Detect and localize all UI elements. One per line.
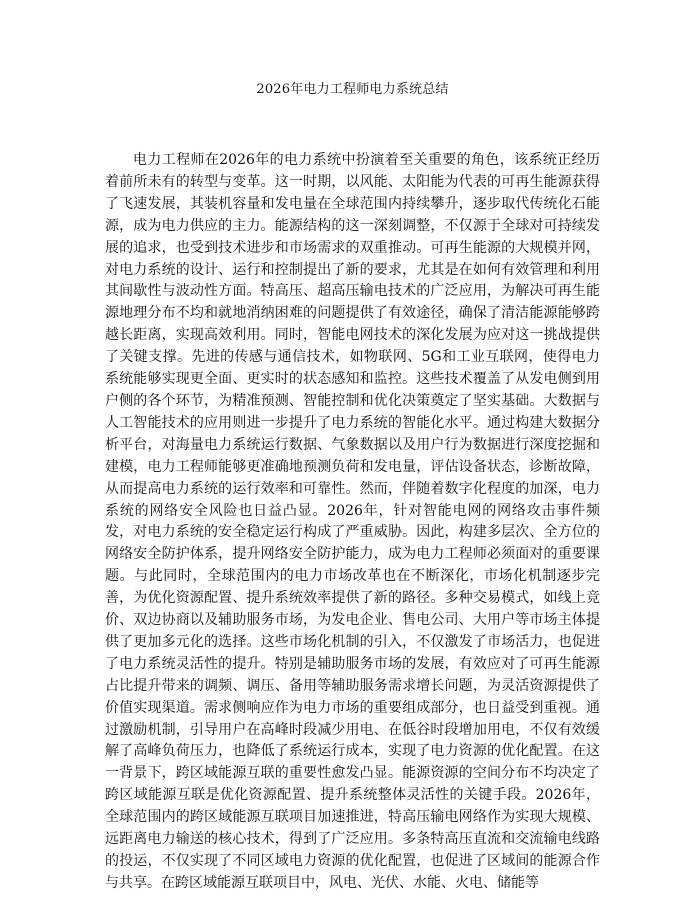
document-title: 2026年电力工程师电力系统总结 bbox=[256, 82, 449, 97]
document-body-paragraph: 电力工程师在2026年的电力系统中扮演着至关重要的角色，该系统正经历着前所未有的转型与变革。这一时期，以风能、太阳能为代表的可再生能源获得了飞速发展，其装机容量和发电量在全球范围内持续攀升，逐步取代传统化石能源，成为电力供应的主力。能源结构的这一深刻调整，不仅源于全球对可持续发展的追求，也受到技术进步和市场需求的双重推动。可再生能源的大规模并网，对电力系统的设计、运行和控制提出了新的要求，尤其是在如何有效管理和利用其间歇性与波动性方面。特高压、超高压输电技术的广泛应用，为解决可再生能源地理分布不均和就地消纳困难的问题提供了有效途径，确保了清洁能源能够跨越长距离，实现高效利用。同时，智能电网技术的深化发展为应对这一挑战提供了关键支撑。先进的传感与通信技术，如物联网、5G和工业互联网，使得电力系统能够实现更全面、更实时的状态感知和监控。这些技术覆盖了从发电侧到用户侧的各个环节，为精准预测、智能控制和优化决策奠定了坚实基础。大数据与人工智能技术的应用则进一步提升了电力系统的智能化水平。通过构建大数据分析平台，对海量电力系统运行数据、气象数据以及用户行为数据进行深度挖掘和建模，电力工程师能够更准确地预测负荷和发电量，评估设备状态，诊断故障，从而提高电力系统的运行效率和可靠性。然而，伴随着数字化程度的加深，电力系统的网络安全风险也日益凸显。2026年，针对智能电网的网络攻击事件频发，对电力系统的安全稳定运行构成了严重威胁。因此，构建多层次、全方位的网络安全防护体系，提升网络安全防护能力，成为电力工程师必须面对的重要课题。与此同时，全球范围内的电力市场改革也在不断深化，市场化机制逐步完善，为优化资源配置、提升系统效率提供了新的路径。多种交易模式，如线上竞价、双边协商以及辅助服务市场，为发电企业、售电公司、大用户等市场主体提供了更加多元化的选择。这些市场化机制的引入，不仅激发了市场活力，也促进了电力系统灵活性的提升。特别是辅助服务市场的发展，有效应对了可再生能源占比提升带来的调频、调压、备用等辅助服务需求增长问题，为灵活资源提供了价值实现渠道。需求侧响应作为电力市场的重要组成部分，也日益受到重视。通过激励机制，引导用户在高峰时段减少用电、在低谷时段增加用电，不仅有效缓解了高峰负荷压力，也降低了系统运行成本，实现了电力资源的优化配置。在这一背景下，跨区域能源互联的重要性愈发凸显。能源资源的空间分布不均决定了跨区域能源互联是优化资源配置、提升系统整体灵活性的关键手段。2026年，全球范围内的跨区域能源互联项目加速推进，特高压输电网络作为实现大规模、远距离电力输送的核心技术，得到了广泛应用。多条特高压直流和交流输电线路的投运，不仅实现了不同区域电力资源的优化配置，也促进了区域间的能源合作与共享。在跨区域能源互联项目中，风电、光伏、水能、火电、储能等 bbox=[105, 152, 600, 891]
